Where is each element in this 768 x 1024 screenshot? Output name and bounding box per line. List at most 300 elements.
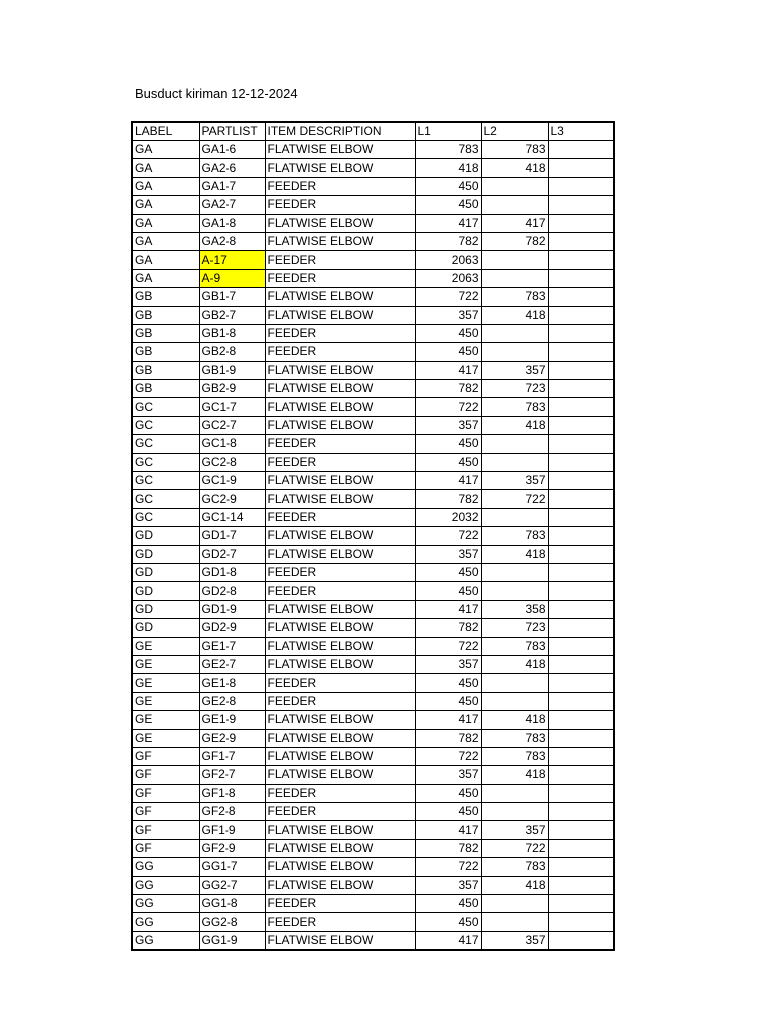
cell-l2[interactable]: 358 [481, 600, 548, 618]
cell-l3[interactable] [548, 784, 614, 802]
cell-label[interactable]: GE [132, 655, 199, 673]
cell-item-description[interactable]: FLATWISE ELBOW [265, 472, 415, 490]
cell-l2[interactable]: 783 [481, 747, 548, 765]
cell-l2[interactable]: 418 [481, 159, 548, 177]
cell-partlist[interactable]: GF2-8 [199, 803, 265, 821]
cell-l1[interactable]: 357 [415, 545, 481, 563]
cell-partlist[interactable]: GA2-7 [199, 196, 265, 214]
cell-label[interactable]: GB [132, 288, 199, 306]
table-row [132, 398, 614, 416]
cell-label[interactable]: GB [132, 380, 199, 398]
cell-l2[interactable] [481, 895, 548, 913]
table-row [132, 619, 614, 637]
table-row [132, 876, 614, 894]
cell-l1[interactable]: 357 [415, 655, 481, 673]
cell-partlist[interactable]: GC1-14 [199, 508, 265, 526]
cell-l1[interactable]: 450 [415, 563, 481, 581]
table-row [132, 821, 614, 839]
cell-partlist[interactable]: GA1-7 [199, 177, 265, 195]
cell-partlist[interactable]: GB1-9 [199, 361, 265, 379]
cell-label[interactable]: GA [132, 269, 199, 287]
cell-partlist[interactable]: GB2-9 [199, 380, 265, 398]
cell-l3[interactable] [548, 674, 614, 692]
cell-item-description[interactable]: FEEDER [265, 895, 415, 913]
cell-label[interactable]: GC [132, 472, 199, 490]
table-row [132, 453, 614, 471]
cell-l2[interactable]: 357 [481, 361, 548, 379]
cell-l3[interactable] [548, 232, 614, 250]
cell-l3[interactable] [548, 306, 614, 324]
cell-item-description[interactable]: FLATWISE ELBOW [265, 214, 415, 232]
cell-partlist[interactable]: GB2-7 [199, 306, 265, 324]
table-row [132, 600, 614, 618]
cell-label[interactable]: GG [132, 876, 199, 894]
cell-item-description[interactable]: FLATWISE ELBOW [265, 619, 415, 637]
cell-item-description[interactable]: FLATWISE ELBOW [265, 858, 415, 876]
cell-partlist[interactable]: GA2-6 [199, 159, 265, 177]
cell-l1[interactable]: 450 [415, 895, 481, 913]
cell-l2[interactable] [481, 251, 548, 269]
cell-l1[interactable]: 417 [415, 931, 481, 950]
cell-partlist[interactable]: GA2-8 [199, 232, 265, 250]
cell-l3[interactable] [548, 177, 614, 195]
cell-item-description[interactable]: FLATWISE ELBOW [265, 416, 415, 434]
cell-label[interactable]: GB [132, 324, 199, 342]
cell-item-description[interactable]: FLATWISE ELBOW [265, 931, 415, 950]
cell-l2[interactable]: 418 [481, 545, 548, 563]
cell-l2[interactable] [481, 784, 548, 802]
cell-l1[interactable]: 357 [415, 306, 481, 324]
cell-l2[interactable] [481, 196, 548, 214]
cell-item-description[interactable]: FLATWISE ELBOW [265, 288, 415, 306]
cell-l1[interactable]: 417 [415, 600, 481, 618]
cell-partlist[interactable]: A-9 [199, 269, 265, 287]
cell-label[interactable]: GD [132, 619, 199, 637]
cell-label[interactable]: GA [132, 141, 199, 159]
cell-partlist[interactable]: GF1-9 [199, 821, 265, 839]
cell-l1[interactable]: 450 [415, 674, 481, 692]
cell-label[interactable]: GF [132, 803, 199, 821]
cell-item-description[interactable]: FEEDER [265, 343, 415, 361]
cell-partlist[interactable]: GF1-8 [199, 784, 265, 802]
cell-partlist[interactable]: GD1-7 [199, 527, 265, 545]
cell-partlist[interactable]: GC1-8 [199, 435, 265, 453]
cell-item-description[interactable]: FEEDER [265, 803, 415, 821]
cell-l3[interactable] [548, 159, 614, 177]
cell-label[interactable]: GG [132, 858, 199, 876]
cell-item-description[interactable]: FEEDER [265, 582, 415, 600]
cell-l3[interactable] [548, 913, 614, 931]
cell-l2[interactable] [481, 269, 548, 287]
cell-l3[interactable] [548, 876, 614, 894]
cell-item-description[interactable]: FLATWISE ELBOW [265, 306, 415, 324]
cell-l1[interactable]: 418 [415, 159, 481, 177]
cell-partlist[interactable]: GG2-8 [199, 913, 265, 931]
cell-l3[interactable] [548, 858, 614, 876]
cell-label[interactable]: GE [132, 637, 199, 655]
cell-item-description[interactable]: FLATWISE ELBOW [265, 655, 415, 673]
table-row [132, 637, 614, 655]
cell-label[interactable]: GA [132, 177, 199, 195]
cell-l3[interactable] [548, 839, 614, 857]
cell-l1[interactable]: 722 [415, 858, 481, 876]
cell-label[interactable]: GC [132, 416, 199, 434]
cell-item-description[interactable]: FLATWISE ELBOW [265, 398, 415, 416]
table-row [132, 729, 614, 747]
cell-label[interactable]: GA [132, 251, 199, 269]
cell-l3[interactable] [548, 619, 614, 637]
table-row [132, 177, 614, 195]
cell-l2[interactable]: 357 [481, 821, 548, 839]
cell-label[interactable]: GE [132, 729, 199, 747]
cell-l1[interactable]: 450 [415, 196, 481, 214]
cell-label[interactable]: GD [132, 582, 199, 600]
cell-item-description[interactable]: FLATWISE ELBOW [265, 380, 415, 398]
cell-partlist[interactable]: GD2-9 [199, 619, 265, 637]
cell-label[interactable]: GG [132, 895, 199, 913]
busduct-table [131, 121, 615, 951]
cell-partlist[interactable]: GF1-7 [199, 747, 265, 765]
cell-l1[interactable]: 357 [415, 766, 481, 784]
cell-l2[interactable]: 418 [481, 711, 548, 729]
cell-item-description[interactable]: FEEDER [265, 563, 415, 581]
cell-l2[interactable]: 783 [481, 527, 548, 545]
cell-partlist[interactable]: GC2-7 [199, 416, 265, 434]
cell-partlist[interactable]: GG1-8 [199, 895, 265, 913]
cell-l3[interactable] [548, 472, 614, 490]
cell-l3[interactable] [548, 214, 614, 232]
cell-item-description[interactable]: FLATWISE ELBOW [265, 232, 415, 250]
cell-partlist[interactable]: GD1-9 [199, 600, 265, 618]
cell-label[interactable]: GD [132, 600, 199, 618]
cell-l3[interactable] [548, 490, 614, 508]
cell-item-description[interactable]: FEEDER [265, 177, 415, 195]
cell-partlist[interactable]: GE2-8 [199, 692, 265, 710]
cell-item-description[interactable]: FEEDER [265, 435, 415, 453]
table-row [132, 839, 614, 857]
cell-partlist[interactable]: GE2-9 [199, 729, 265, 747]
cell-l3[interactable] [548, 196, 614, 214]
cell-l1[interactable]: 722 [415, 527, 481, 545]
cell-partlist[interactable]: GF2-7 [199, 766, 265, 784]
cell-partlist[interactable]: GD1-8 [199, 563, 265, 581]
cell-l1[interactable]: 782 [415, 232, 481, 250]
table-row [132, 527, 614, 545]
cell-label[interactable]: GB [132, 361, 199, 379]
cell-label[interactable]: GF [132, 839, 199, 857]
table-body [132, 122, 614, 950]
table-row [132, 288, 614, 306]
cell-item-description[interactable]: FLATWISE ELBOW [265, 361, 415, 379]
cell-label[interactable]: GB [132, 306, 199, 324]
cell-item-description[interactable]: FEEDER [265, 913, 415, 931]
cell-partlist[interactable]: GC2-9 [199, 490, 265, 508]
table-row [132, 858, 614, 876]
cell-l1[interactable]: 722 [415, 398, 481, 416]
cell-item-description[interactable]: FLATWISE ELBOW [265, 159, 415, 177]
cell-item-description[interactable]: FLATWISE ELBOW [265, 527, 415, 545]
cell-label[interactable]: GF [132, 821, 199, 839]
cell-l1[interactable]: 2063 [415, 251, 481, 269]
cell-l2[interactable] [481, 674, 548, 692]
cell-partlist[interactable]: GB1-7 [199, 288, 265, 306]
cell-partlist[interactable]: GE1-7 [199, 637, 265, 655]
cell-l3[interactable] [548, 453, 614, 471]
cell-l3[interactable] [548, 821, 614, 839]
table-row [132, 913, 614, 931]
cell-l2[interactable]: 783 [481, 288, 548, 306]
cell-l3[interactable] [548, 398, 614, 416]
cell-l3[interactable] [548, 563, 614, 581]
cell-l3[interactable] [548, 361, 614, 379]
cell-l1[interactable]: 722 [415, 288, 481, 306]
cell-l3[interactable] [548, 343, 614, 361]
cell-l2[interactable]: 783 [481, 858, 548, 876]
cell-l2[interactable]: 783 [481, 141, 548, 159]
cell-partlist[interactable]: GF2-9 [199, 839, 265, 857]
header-label[interactable]: LABEL [132, 122, 199, 141]
cell-item-description[interactable]: FEEDER [265, 508, 415, 526]
cell-l1[interactable]: 417 [415, 472, 481, 490]
cell-l2[interactable] [481, 692, 548, 710]
cell-partlist[interactable]: GA1-6 [199, 141, 265, 159]
cell-l3[interactable] [548, 600, 614, 618]
header-partlist[interactable]: PARTLIST [199, 122, 265, 141]
cell-l3[interactable] [548, 803, 614, 821]
header-l3[interactable]: L3 [548, 122, 614, 141]
cell-l2[interactable] [481, 803, 548, 821]
cell-label[interactable]: GA [132, 159, 199, 177]
cell-l3[interactable] [548, 545, 614, 563]
cell-l2[interactable]: 357 [481, 472, 548, 490]
cell-l2[interactable] [481, 582, 548, 600]
table-row [132, 196, 614, 214]
cell-l3[interactable] [548, 508, 614, 526]
cell-item-description[interactable]: FLATWISE ELBOW [265, 766, 415, 784]
cell-label[interactable]: GC [132, 435, 199, 453]
table-row [132, 324, 614, 342]
cell-label[interactable]: GG [132, 931, 199, 950]
cell-l2[interactable] [481, 453, 548, 471]
cell-item-description[interactable]: FLATWISE ELBOW [265, 747, 415, 765]
table-row [132, 490, 614, 508]
header-row [132, 122, 614, 141]
table-row [132, 674, 614, 692]
cell-partlist[interactable]: GB1-8 [199, 324, 265, 342]
cell-l1[interactable]: 417 [415, 711, 481, 729]
cell-l3[interactable] [548, 747, 614, 765]
cell-item-description[interactable]: FEEDER [265, 784, 415, 802]
cell-label[interactable]: GA [132, 214, 199, 232]
cell-partlist[interactable]: GG2-7 [199, 876, 265, 894]
cell-l1[interactable]: 782 [415, 490, 481, 508]
cell-item-description[interactable]: FEEDER [265, 269, 415, 287]
cell-l1[interactable]: 450 [415, 324, 481, 342]
cell-item-description[interactable]: FLATWISE ELBOW [265, 545, 415, 563]
cell-label[interactable]: GB [132, 343, 199, 361]
cell-partlist[interactable]: GC1-7 [199, 398, 265, 416]
cell-l1[interactable]: 357 [415, 876, 481, 894]
table-row [132, 582, 614, 600]
cell-partlist[interactable]: GE2-7 [199, 655, 265, 673]
cell-l1[interactable]: 450 [415, 784, 481, 802]
cell-label[interactable]: GG [132, 913, 199, 931]
cell-l3[interactable] [548, 582, 614, 600]
cell-l1[interactable]: 450 [415, 343, 481, 361]
cell-l3[interactable] [548, 895, 614, 913]
cell-l2[interactable] [481, 563, 548, 581]
cell-l2[interactable] [481, 177, 548, 195]
cell-item-description[interactable]: FLATWISE ELBOW [265, 839, 415, 857]
table-row [132, 214, 614, 232]
cell-label[interactable]: GA [132, 196, 199, 214]
cell-l1[interactable]: 782 [415, 619, 481, 637]
cell-l2[interactable]: 418 [481, 655, 548, 673]
cell-label[interactable]: GA [132, 232, 199, 250]
cell-l2[interactable]: 723 [481, 380, 548, 398]
cell-item-description[interactable]: FEEDER [265, 251, 415, 269]
cell-item-description[interactable]: FLATWISE ELBOW [265, 876, 415, 894]
cell-l1[interactable]: 782 [415, 380, 481, 398]
cell-label[interactable]: GD [132, 527, 199, 545]
cell-item-description[interactable]: FEEDER [265, 674, 415, 692]
cell-l2[interactable]: 418 [481, 766, 548, 784]
cell-l2[interactable] [481, 435, 548, 453]
cell-l3[interactable] [548, 637, 614, 655]
cell-l1[interactable]: 450 [415, 582, 481, 600]
cell-label[interactable]: GC [132, 398, 199, 416]
cell-l1[interactable]: 450 [415, 435, 481, 453]
cell-l3[interactable] [548, 380, 614, 398]
cell-l3[interactable] [548, 324, 614, 342]
cell-label[interactable]: GF [132, 766, 199, 784]
cell-l1[interactable]: 2032 [415, 508, 481, 526]
cell-l3[interactable] [548, 655, 614, 673]
cell-item-description[interactable]: FEEDER [265, 692, 415, 710]
cell-item-description[interactable]: FEEDER [265, 324, 415, 342]
cell-label[interactable]: GC [132, 490, 199, 508]
cell-partlist[interactable]: GC2-8 [199, 453, 265, 471]
cell-l2[interactable]: 783 [481, 637, 548, 655]
cell-l1[interactable]: 450 [415, 177, 481, 195]
cell-item-description[interactable]: FEEDER [265, 196, 415, 214]
cell-label[interactable]: GF [132, 747, 199, 765]
table-row [132, 435, 614, 453]
cell-l2[interactable]: 723 [481, 619, 548, 637]
cell-label[interactable]: GC [132, 453, 199, 471]
table-row [132, 692, 614, 710]
cell-partlist[interactable]: GB2-8 [199, 343, 265, 361]
cell-l3[interactable] [548, 288, 614, 306]
cell-item-description[interactable]: FLATWISE ELBOW [265, 490, 415, 508]
cell-l1[interactable]: 2063 [415, 269, 481, 287]
cell-partlist[interactable]: GD2-8 [199, 582, 265, 600]
cell-partlist[interactable]: GC1-9 [199, 472, 265, 490]
cell-partlist[interactable]: GA1-8 [199, 214, 265, 232]
cell-l1[interactable]: 450 [415, 692, 481, 710]
cell-l3[interactable] [548, 416, 614, 434]
cell-label[interactable]: GF [132, 784, 199, 802]
cell-l3[interactable] [548, 435, 614, 453]
cell-label[interactable]: GE [132, 692, 199, 710]
cell-l1[interactable]: 783 [415, 141, 481, 159]
table-row [132, 251, 614, 269]
cell-l2[interactable]: 417 [481, 214, 548, 232]
cell-l2[interactable] [481, 343, 548, 361]
cell-item-description[interactable]: FLATWISE ELBOW [265, 600, 415, 618]
cell-l1[interactable]: 417 [415, 361, 481, 379]
header-l2[interactable]: L2 [481, 122, 548, 141]
cell-l3[interactable] [548, 931, 614, 950]
cell-l1[interactable]: 450 [415, 803, 481, 821]
cell-item-description[interactable]: FLATWISE ELBOW [265, 637, 415, 655]
cell-l2[interactable]: 418 [481, 306, 548, 324]
cell-l3[interactable] [548, 711, 614, 729]
cell-l2[interactable] [481, 508, 548, 526]
cell-l3[interactable] [548, 251, 614, 269]
cell-l3[interactable] [548, 527, 614, 545]
cell-partlist[interactable]: GE1-8 [199, 674, 265, 692]
cell-l1[interactable]: 417 [415, 821, 481, 839]
table-row [132, 416, 614, 434]
cell-l3[interactable] [548, 729, 614, 747]
cell-partlist[interactable]: GD2-7 [199, 545, 265, 563]
cell-label[interactable]: GD [132, 563, 199, 581]
cell-item-description[interactable]: FLATWISE ELBOW [265, 821, 415, 839]
cell-l2[interactable] [481, 324, 548, 342]
header-l1[interactable]: L1 [415, 122, 481, 141]
cell-label[interactable]: GE [132, 711, 199, 729]
cell-l1[interactable]: 450 [415, 913, 481, 931]
cell-l2[interactable] [481, 913, 548, 931]
cell-item-description[interactable]: FEEDER [265, 453, 415, 471]
cell-l2[interactable]: 418 [481, 876, 548, 894]
cell-l2[interactable]: 783 [481, 729, 548, 747]
cell-label[interactable]: GE [132, 674, 199, 692]
cell-l3[interactable] [548, 141, 614, 159]
cell-l2[interactable]: 722 [481, 490, 548, 508]
table-row [132, 361, 614, 379]
cell-l2[interactable]: 783 [481, 398, 548, 416]
cell-label[interactable]: GC [132, 508, 199, 526]
cell-l1[interactable]: 782 [415, 839, 481, 857]
cell-partlist[interactable]: GE1-9 [199, 711, 265, 729]
cell-l1[interactable]: 417 [415, 214, 481, 232]
cell-l1[interactable]: 357 [415, 416, 481, 434]
cell-item-description[interactable]: FLATWISE ELBOW [265, 711, 415, 729]
table-row [132, 711, 614, 729]
cell-l3[interactable] [548, 766, 614, 784]
cell-label[interactable]: GD [132, 545, 199, 563]
cell-l2[interactable]: 357 [481, 931, 548, 950]
cell-l1[interactable]: 722 [415, 747, 481, 765]
cell-l3[interactable] [548, 692, 614, 710]
cell-partlist[interactable]: GG1-9 [199, 931, 265, 950]
cell-l1[interactable]: 722 [415, 637, 481, 655]
header-item-description[interactable]: ITEM DESCRIPTION [265, 122, 415, 141]
cell-l2[interactable]: 782 [481, 232, 548, 250]
cell-l2[interactable]: 722 [481, 839, 548, 857]
cell-item-description[interactable]: FLATWISE ELBOW [265, 729, 415, 747]
cell-l1[interactable]: 450 [415, 453, 481, 471]
cell-l2[interactable]: 418 [481, 416, 548, 434]
cell-partlist[interactable]: A-17 [199, 251, 265, 269]
cell-l3[interactable] [548, 269, 614, 287]
table-row [132, 508, 614, 526]
cell-l1[interactable]: 782 [415, 729, 481, 747]
cell-partlist[interactable]: GG1-7 [199, 858, 265, 876]
cell-item-description[interactable]: FLATWISE ELBOW [265, 141, 415, 159]
